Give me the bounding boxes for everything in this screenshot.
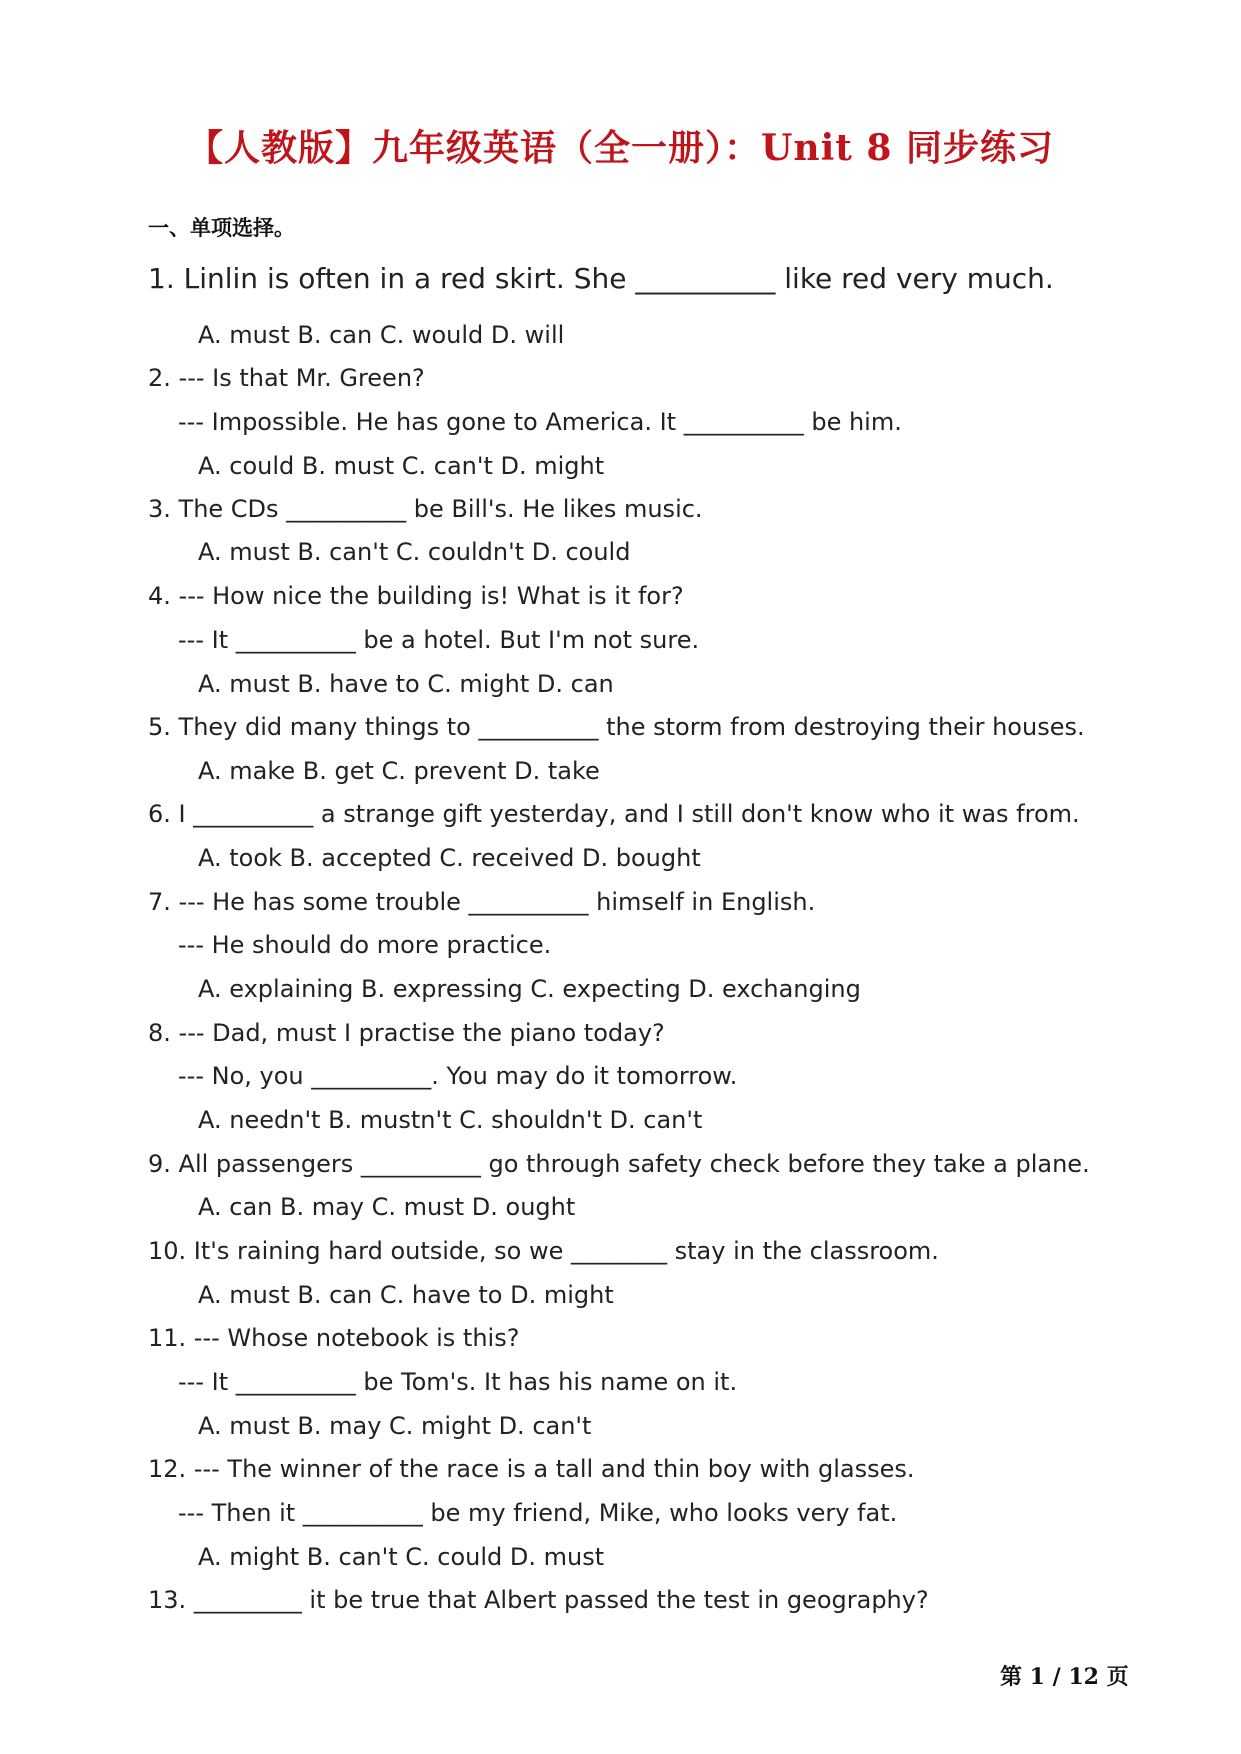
dialogue-line: --- It __________ be a hotel. But I'm not sure. (178, 626, 700, 654)
dialogue-line: --- He should do more practice. (178, 931, 552, 959)
question-line: 10. It's raining hard outside, so we ________ stay in the classroom. (148, 1237, 939, 1265)
page-number: 第 1 / 12 页 (1000, 1664, 1129, 1690)
options-line: A. make B. get C. prevent D. take (198, 757, 600, 785)
question-line: 5. They did many things to __________ the storm from destroying their houses. (148, 713, 1085, 741)
dialogue-line: --- No, you __________. You may do it tomorrow. (178, 1062, 738, 1090)
question-line: 13. _________ it be true that Albert passed the test in geography? (148, 1586, 929, 1614)
options-line: A. must B. can C. would D. will (198, 321, 565, 349)
dialogue-line: --- Then it __________ be my friend, Mike, who looks very fat. (178, 1499, 898, 1527)
question-line: 3. The CDs __________ be Bill's. He likes music. (148, 495, 703, 523)
dialogue-line: --- Impossible. He has gone to America. It __________ be him. (178, 408, 902, 436)
page-title: 【人教版】九年级英语（全一册）：Unit 8 同步练习 (187, 127, 1054, 169)
question-line: 8. --- Dad, must I practise the piano today? (148, 1019, 665, 1047)
options-line: A. could B. must C. can't D. might (198, 452, 605, 480)
question-1: 1. Linlin is often in a red skirt. She __________ like red very much. (148, 262, 1054, 295)
options-line: A. must B. may C. might D. can't (198, 1412, 592, 1440)
question-line: 11. --- Whose notebook is this? (148, 1324, 520, 1352)
question-line: 4. --- How nice the building is! What is it for? (148, 582, 684, 610)
options-line: A. must B. can C. have to D. might (198, 1281, 614, 1309)
question-line: 7. --- He has some trouble __________ himself in English. (148, 888, 816, 916)
dialogue-line: --- It __________ be Tom's. It has his name on it. (178, 1368, 738, 1396)
options-line: A. must B. have to C. might D. can (198, 670, 614, 698)
options-line: A. must B. can't C. couldn't D. could (198, 538, 631, 566)
options-line: A. explaining B. expressing C. expecting D. exchanging (198, 975, 861, 1003)
question-line: 9. All passengers __________ go through safety check before they take a plane. (148, 1150, 1090, 1178)
question-line: 12. --- The winner of the race is a tall and thin boy with glasses. (148, 1455, 915, 1483)
options-line: A. can B. may C. must D. ought (198, 1193, 576, 1221)
options-line: A. might B. can't C. could D. must (198, 1543, 605, 1571)
question-line: 6. I __________ a strange gift yesterday, and I still don't know who it was from. (148, 800, 1080, 828)
section-heading: 一、单项选择。 (148, 216, 295, 240)
question-line: 2. --- Is that Mr. Green? (148, 364, 425, 392)
options-line: A. took B. accepted C. received D. bought (198, 844, 701, 872)
options-line: A. needn't B. mustn't C. shouldn't D. can't (198, 1106, 703, 1134)
